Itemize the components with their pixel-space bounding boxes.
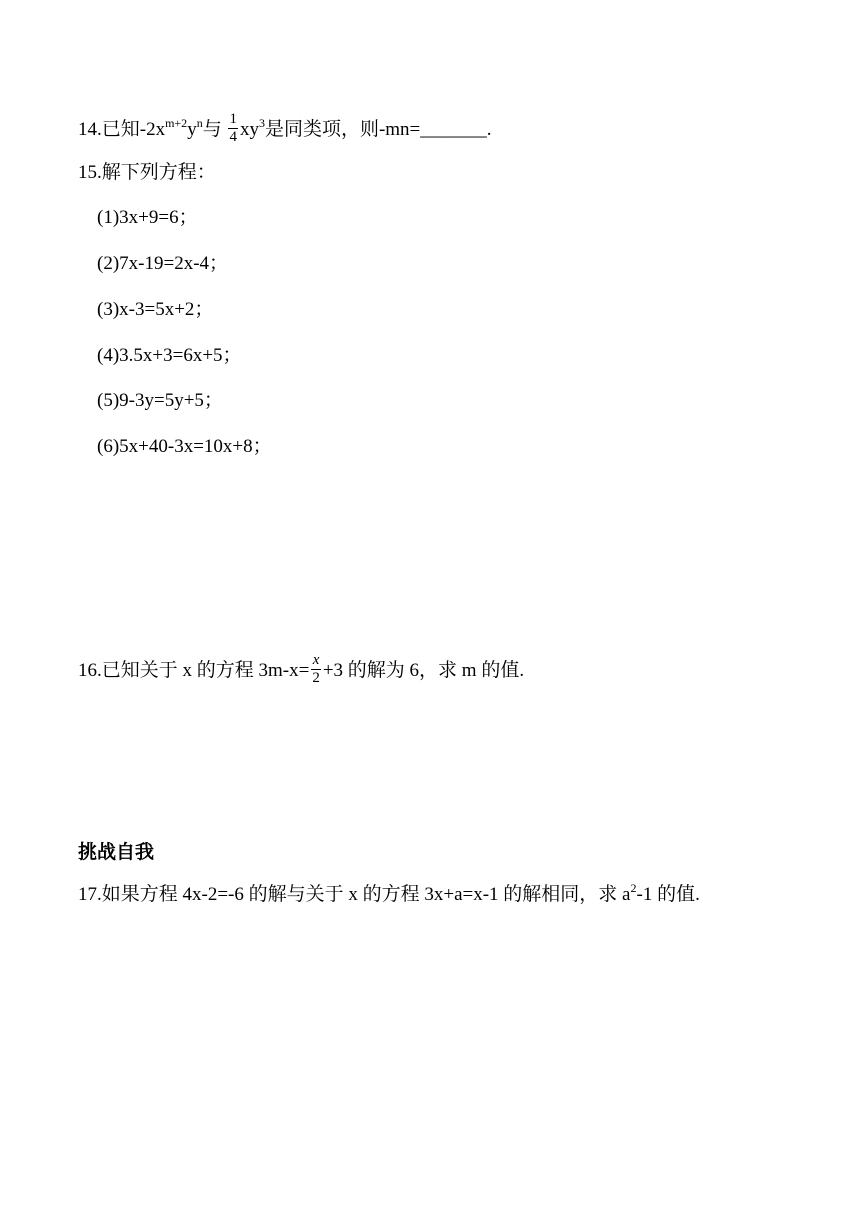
question-15-title: 15.解下列方程：	[78, 162, 216, 183]
q14-exponent-3: 3	[258, 115, 265, 130]
q16-prefix: 16.已知关于 x 的方程 3m-x=	[78, 659, 310, 681]
q16-suffix: +3 的解为 6，求 m 的值.	[322, 659, 525, 681]
q15-item-2: (2)7x-19=2x-4；	[97, 253, 229, 274]
q14-exponent-n: n	[196, 115, 203, 130]
q14-fraction	[228, 111, 238, 146]
q16-fraction-numerator: x	[312, 652, 320, 668]
q15-item-5: (5)9-3y=5y+5；	[97, 390, 223, 411]
q15-item-6: (6)5x+40-3x=10x+8；	[97, 436, 272, 457]
q14-conj: 与	[202, 118, 222, 140]
q15-item-1: (1)3x+9=6；	[97, 207, 198, 228]
question-17	[78, 883, 700, 908]
section-heading: 挑战自我	[78, 841, 155, 863]
q15-item-3: (3)x-3=5x+2；	[97, 299, 214, 320]
q14-exponent-m: m+2	[165, 115, 188, 130]
q14-prefix: 14.已知-2x	[78, 118, 166, 140]
q14-suffix: 是同类项，则-mn=_______.	[264, 118, 492, 140]
q14-y: y	[187, 118, 197, 140]
question-16	[78, 654, 524, 689]
q16-fraction-denominator: 2	[312, 670, 320, 686]
q14-xy: xy	[239, 118, 259, 140]
q17-exponent: 2	[630, 881, 637, 895]
q17-prefix: 17.如果方程 4x-2=-6 的解与关于 x 的方程 3x+a=x-1 的解相同，求 a	[78, 884, 631, 905]
q14-fraction-denominator: 4	[229, 129, 237, 145]
q16-fraction	[311, 652, 321, 687]
q17-suffix: -1 的值.	[636, 884, 700, 905]
q15-item-4: (4)3.5x+3=6x+5；	[97, 345, 242, 366]
question-14	[78, 113, 492, 148]
q14-fraction-numerator: 1	[229, 111, 237, 127]
